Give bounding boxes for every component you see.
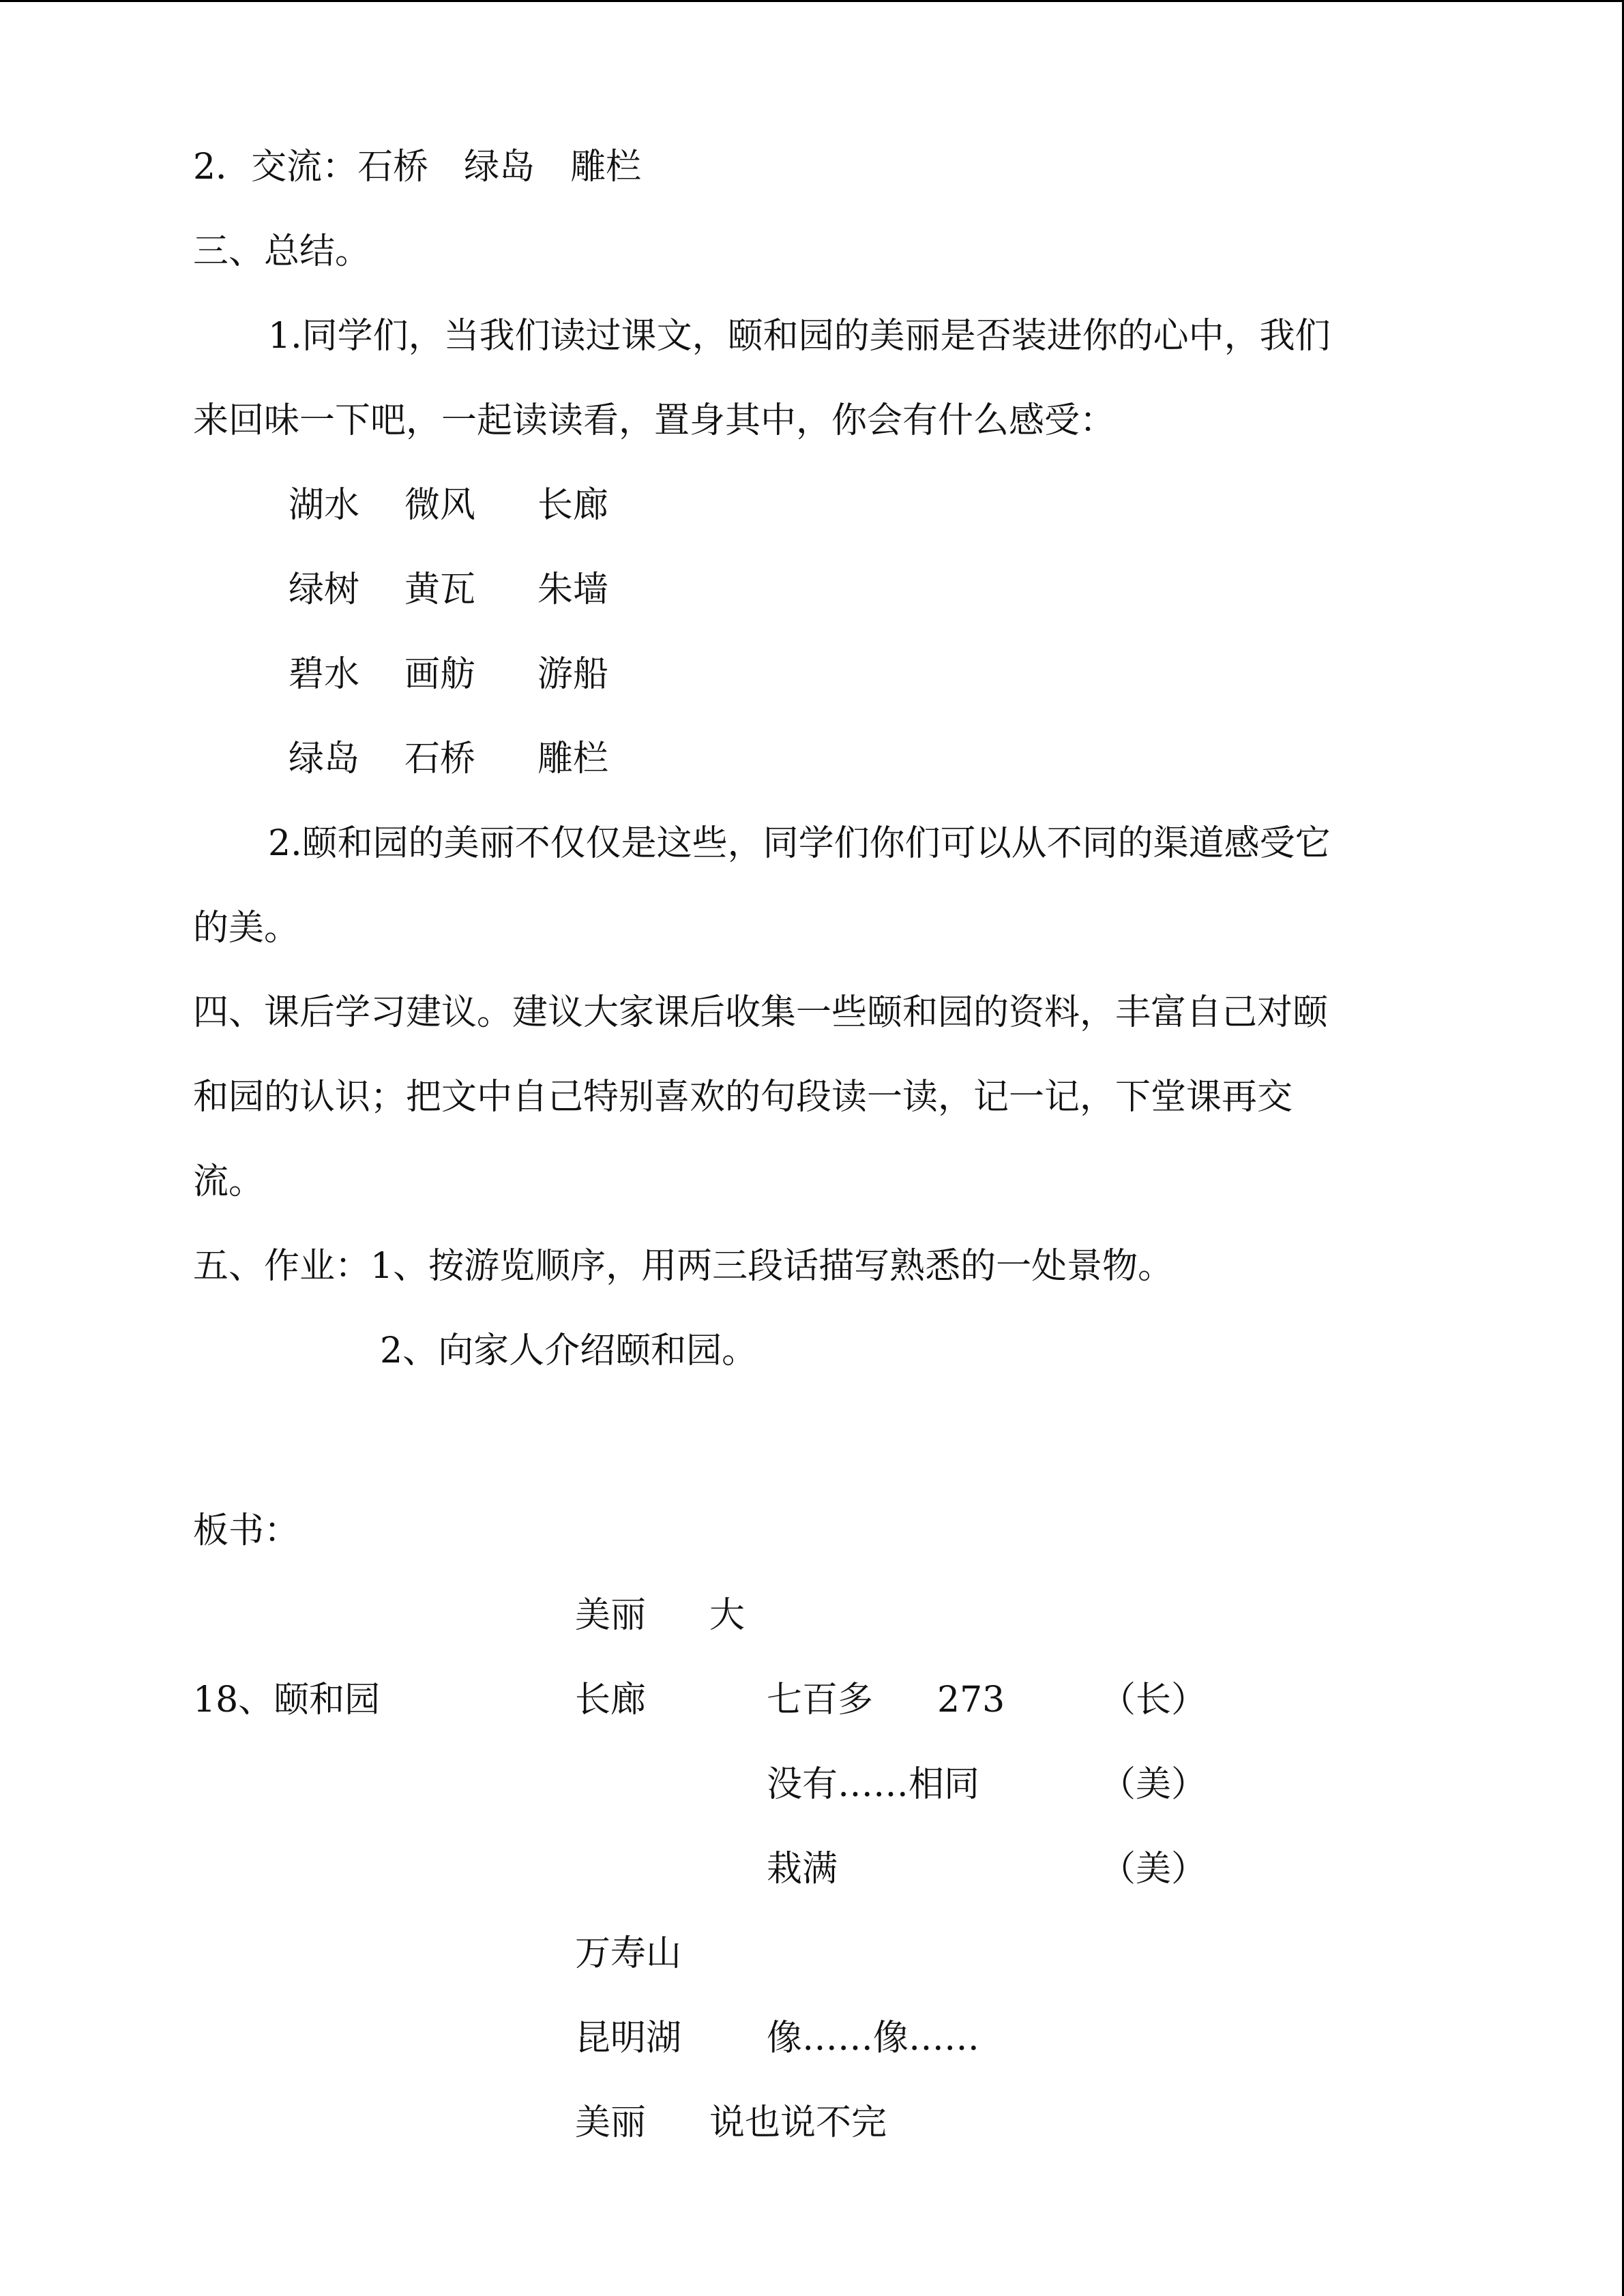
- section5-line1: 五、作业：1、按游览顺序，用两三段话描写熟悉的一处景物。: [193, 1246, 1174, 1287]
- word-cell: 朱墙: [537, 569, 609, 610]
- board-changlang-note: （美）: [1100, 1764, 1207, 1805]
- word-cell: 游船: [537, 654, 609, 695]
- word-cell: 黄瓦: [404, 569, 476, 610]
- board-changlang-note: （美）: [1100, 1849, 1207, 1890]
- board-changlang-text: 七百多: [767, 1680, 874, 1720]
- board-changlang-text: 没有……相同: [767, 1764, 980, 1805]
- board-last-right: 说也说不完: [709, 2102, 887, 2143]
- board-last-left: 美丽: [575, 2102, 647, 2143]
- summary-p1-line1: 1.同学们，当我们读过课文，颐和园的美丽是否装进你的心中，我们: [268, 316, 1331, 357]
- section5-line2: 2、向家人介绍颐和园。: [380, 1330, 758, 1371]
- summary-p1-line2: 来回味一下吧，一起读读看，置身其中，你会有什么感受：: [193, 400, 1116, 441]
- section4-line1: 四、课后学习建议。建议大家课后收集一些颐和园的资料，丰富自己对颐: [193, 992, 1329, 1033]
- page-border-top: [0, 0, 1624, 2]
- word-cell: 微风: [404, 485, 476, 526]
- section4-line3: 流。: [193, 1161, 265, 1202]
- word-cell: 绿岛: [289, 739, 360, 779]
- word-cell: 石桥: [404, 739, 476, 779]
- board-wanshoushan: 万寿山: [575, 1933, 682, 1974]
- exchange-line: 2．交流：石桥 绿岛 雕栏: [193, 147, 642, 188]
- section3-title: 三、总结。: [193, 231, 371, 272]
- word-cell: 长廊: [537, 485, 609, 526]
- board-changlang: 长廊: [575, 1680, 647, 1720]
- board-kunminghu-desc: 像……像……: [767, 2018, 980, 2059]
- board-kunminghu: 昆明湖: [575, 2018, 682, 2059]
- word-cell: 绿树: [289, 569, 360, 610]
- board-title: 18、颐和园: [193, 1680, 381, 1720]
- word-cell: 湖水: [289, 485, 360, 526]
- word-cell: 碧水: [289, 654, 360, 695]
- board-changlang-num: 273: [937, 1680, 1005, 1720]
- word-cell: 雕栏: [537, 739, 609, 779]
- board-changlang-note: （长）: [1100, 1680, 1207, 1720]
- board-row1-left: 美丽: [575, 1595, 647, 1636]
- summary-p2-line2: 的美。: [193, 908, 300, 949]
- section4-line2: 和园的认识；把文中自己特别喜欢的句段读一读，记一记，下堂课再交: [193, 1077, 1293, 1118]
- board-changlang-text: 栽满: [767, 1849, 838, 1890]
- word-cell: 画舫: [404, 654, 476, 695]
- summary-p2-line1: 2.颐和园的美丽不仅仅是这些，同学们你们可以从不同的渠道感受它: [268, 823, 1331, 864]
- board-label: 板书：: [193, 1510, 300, 1551]
- board-row1-right: 大: [709, 1595, 745, 1636]
